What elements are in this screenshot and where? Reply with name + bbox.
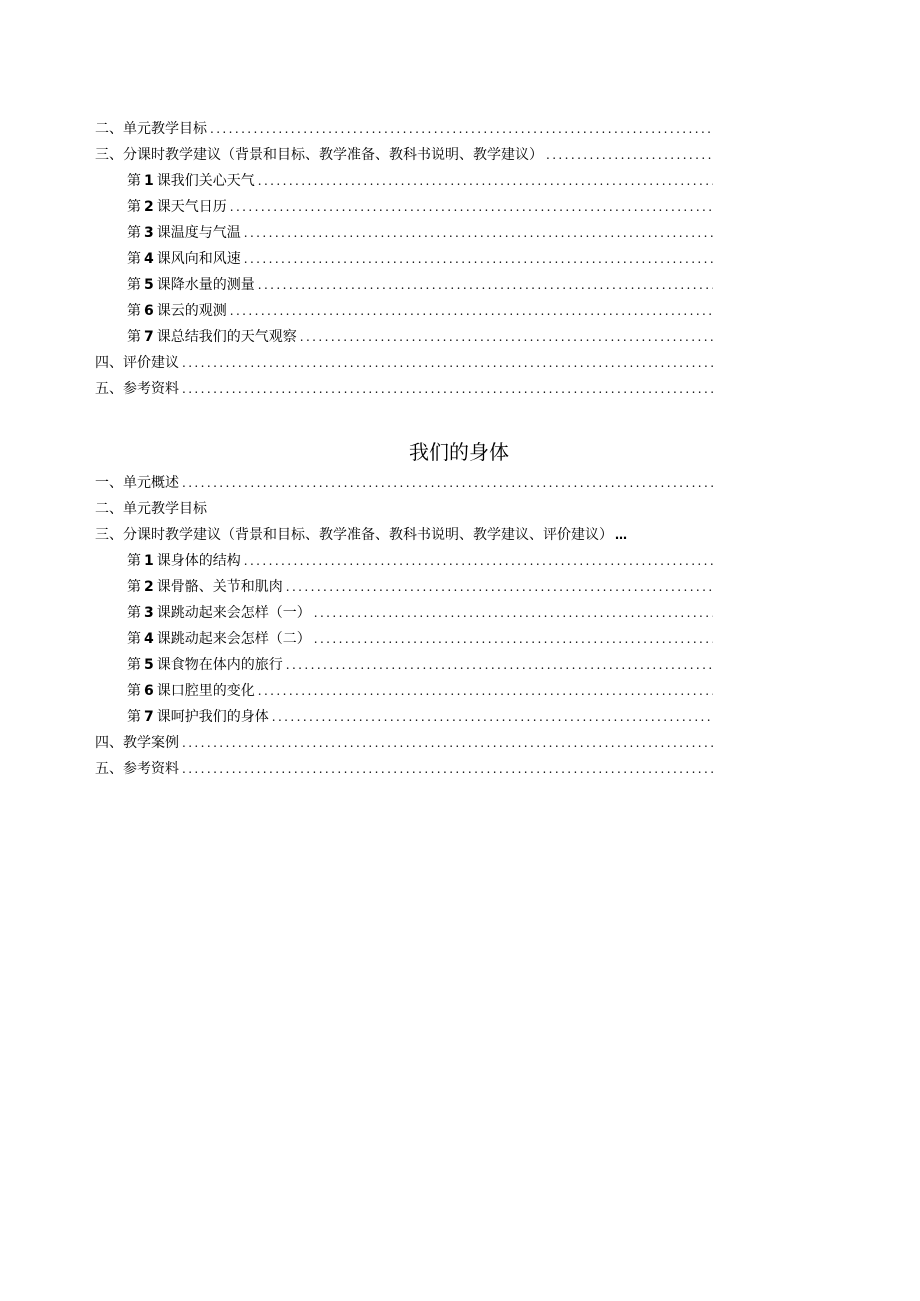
toc-entry-text xyxy=(127,652,283,678)
lesson-number: 6 xyxy=(144,683,154,699)
dot-leader xyxy=(258,168,713,194)
toc-entry[interactable] xyxy=(95,470,713,496)
toc-entry[interactable] xyxy=(95,324,713,350)
lesson-title: 课降水量的测量 xyxy=(156,277,255,293)
toc-ellipsis: … xyxy=(615,528,627,542)
section-title: 我们的身体 xyxy=(409,440,509,464)
toc-entry[interactable] xyxy=(95,142,713,168)
dot-leader xyxy=(244,548,713,574)
dot-leader xyxy=(286,574,713,600)
toc-entry-text: 四、教学案例 xyxy=(95,735,179,751)
lesson-title: 课我们关心天气 xyxy=(156,173,255,189)
toc-entry-text: 三、分课时教学建议（背景和目标、教学准备、教科书说明、教学建议） xyxy=(95,147,543,163)
toc-entry-text xyxy=(127,600,311,626)
toc-entry-text: 二、单元教学目标 xyxy=(95,121,207,137)
lesson-number: 3 xyxy=(144,225,154,241)
lesson-title: 课天气日历 xyxy=(156,199,227,215)
lesson-number: 5 xyxy=(144,277,154,293)
lesson-title: 课食物在体内的旅行 xyxy=(156,657,283,673)
lesson-prefix: 第 xyxy=(127,303,141,319)
toc-entry-text xyxy=(127,704,269,730)
lesson-prefix: 第 xyxy=(127,683,141,699)
toc-entry-text xyxy=(127,324,297,350)
toc-entry[interactable] xyxy=(95,756,713,782)
toc-entry-text: 五、参考资料 xyxy=(95,381,179,397)
lesson-number: 3 xyxy=(144,605,154,621)
toc-entry[interactable] xyxy=(95,220,713,246)
toc-entry-text xyxy=(127,626,311,652)
toc-entry[interactable] xyxy=(95,376,713,402)
lesson-number: 6 xyxy=(144,303,154,319)
dot-leader xyxy=(182,376,713,402)
dot-leader xyxy=(244,246,713,272)
toc-entry-text: 一、单元概述 xyxy=(95,475,179,491)
toc-entry[interactable] xyxy=(95,574,713,600)
toc-entry[interactable] xyxy=(95,626,713,652)
toc-entry[interactable] xyxy=(95,652,713,678)
toc-entry-text: 四、评价建议 xyxy=(95,355,179,371)
lesson-number: 7 xyxy=(144,329,154,345)
toc-entry[interactable] xyxy=(95,168,713,194)
lesson-title: 课呵护我们的身体 xyxy=(156,709,269,725)
lesson-number: 1 xyxy=(144,553,154,569)
lesson-title: 课骨骼、关节和肌肉 xyxy=(156,579,283,595)
dot-leader xyxy=(286,652,713,678)
toc-entry[interactable] xyxy=(95,194,713,220)
toc-entry-text xyxy=(127,548,241,574)
dot-leader xyxy=(182,350,713,376)
lesson-prefix: 第 xyxy=(127,631,141,647)
lesson-title: 课跳动起来会怎样（一） xyxy=(156,605,311,621)
dot-leader xyxy=(272,704,713,730)
lesson-title: 课温度与气温 xyxy=(156,225,241,241)
dot-leader xyxy=(182,730,713,756)
dot-leader xyxy=(314,626,713,652)
dot-leader xyxy=(230,194,713,220)
lesson-prefix: 第 xyxy=(127,579,141,595)
toc-entry[interactable] xyxy=(95,298,713,324)
lesson-prefix: 第 xyxy=(127,605,141,621)
lesson-prefix: 第 xyxy=(127,225,141,241)
toc-entry-text: 五、参考资料 xyxy=(95,761,179,777)
lesson-prefix: 第 xyxy=(127,199,141,215)
toc-entry-text xyxy=(127,678,255,704)
toc-entry-text xyxy=(127,298,227,324)
toc-entry[interactable] xyxy=(95,704,713,730)
toc-entry-text xyxy=(127,246,241,272)
toc-entry[interactable] xyxy=(95,548,713,574)
lesson-number: 1 xyxy=(144,173,154,189)
toc-entry-text xyxy=(127,574,283,600)
lesson-prefix: 第 xyxy=(127,251,141,267)
toc-entry-text: 三、分课时教学建议（背景和目标、教学准备、教科书说明、教学建议、评价建议） xyxy=(95,527,613,543)
toc-entry[interactable] xyxy=(95,246,713,272)
toc-entry[interactable] xyxy=(95,350,713,376)
lesson-prefix: 第 xyxy=(127,173,141,189)
lesson-prefix: 第 xyxy=(127,657,141,673)
dot-leader xyxy=(182,470,713,496)
toc-entry-text xyxy=(127,220,241,246)
toc-entry[interactable] xyxy=(95,730,713,756)
dot-leader xyxy=(546,142,713,168)
toc-entry-text xyxy=(127,168,255,194)
dot-leader xyxy=(230,298,713,324)
lesson-prefix: 第 xyxy=(127,277,141,293)
lesson-title: 课跳动起来会怎样（二） xyxy=(156,631,311,647)
lesson-number: 7 xyxy=(144,709,154,725)
lesson-number: 2 xyxy=(144,199,154,215)
dot-leader xyxy=(258,678,713,704)
lesson-number: 4 xyxy=(144,631,154,647)
toc-entry-text xyxy=(127,272,255,298)
lesson-number: 4 xyxy=(144,251,154,267)
lesson-prefix: 第 xyxy=(127,709,141,725)
toc-entry[interactable] xyxy=(95,600,713,626)
lesson-prefix: 第 xyxy=(127,329,141,345)
toc-section-body xyxy=(95,436,713,782)
toc-entry[interactable] xyxy=(95,496,713,522)
toc-entry[interactable] xyxy=(95,116,713,142)
toc-entry[interactable] xyxy=(95,272,713,298)
lesson-prefix: 第 xyxy=(127,553,141,569)
dot-leader xyxy=(300,324,713,350)
dot-leader xyxy=(210,116,713,142)
lesson-title: 课身体的结构 xyxy=(156,553,241,569)
lesson-title: 课口腔里的变化 xyxy=(156,683,255,699)
toc-entry[interactable] xyxy=(95,522,713,548)
dot-leader xyxy=(244,220,713,246)
toc-section-weather xyxy=(95,116,713,402)
toc-entry-text xyxy=(127,194,227,220)
dot-leader xyxy=(182,756,713,782)
dot-leader xyxy=(258,272,713,298)
dot-leader xyxy=(314,600,713,626)
lesson-number: 2 xyxy=(144,579,154,595)
lesson-number: 5 xyxy=(144,657,154,673)
toc-list xyxy=(95,470,713,782)
lesson-title: 课总结我们的天气观察 xyxy=(156,329,297,345)
toc-entry-text: 二、单元教学目标 xyxy=(95,501,207,517)
toc-entry[interactable] xyxy=(95,678,713,704)
lesson-title: 课风向和风速 xyxy=(156,251,241,267)
lesson-title: 课云的观测 xyxy=(156,303,227,319)
